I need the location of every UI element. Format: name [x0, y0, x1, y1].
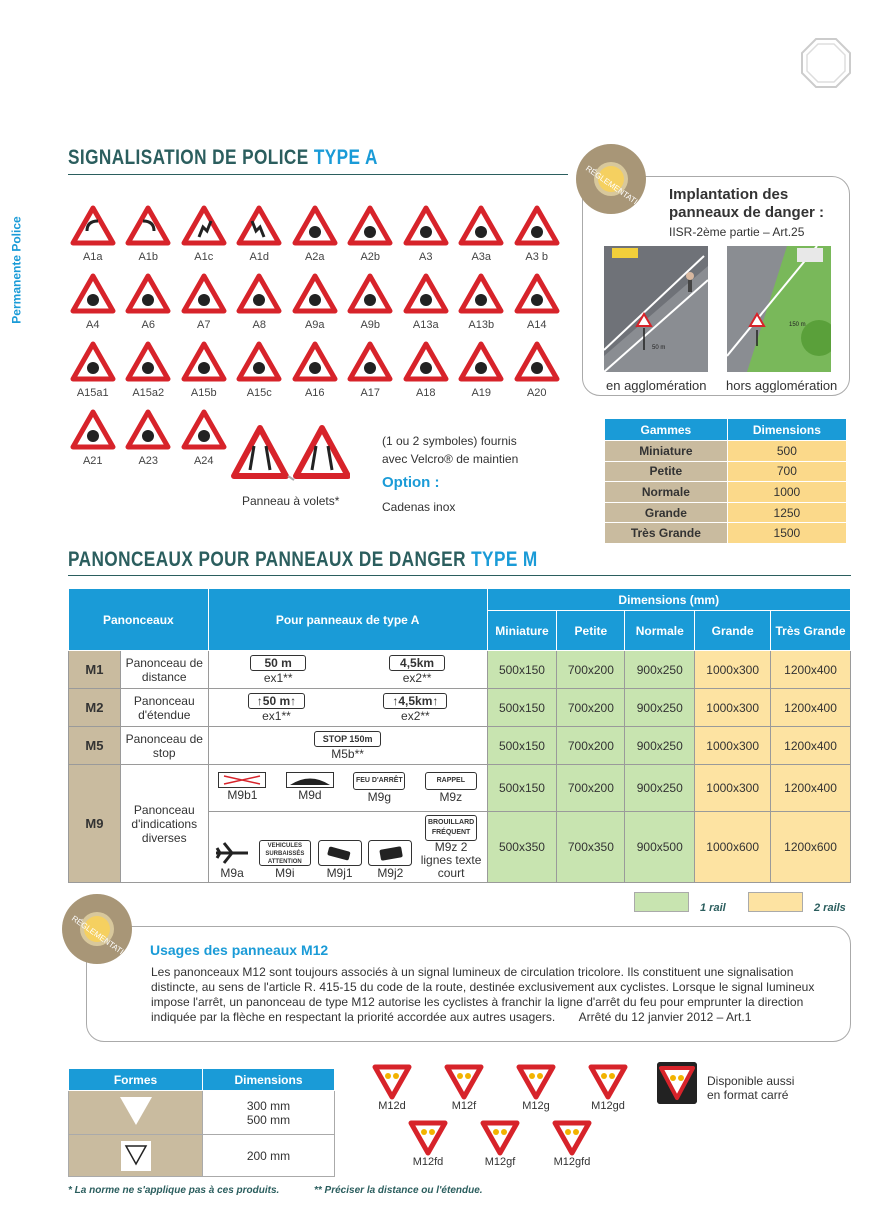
dim-cell: 700x350 [557, 812, 625, 883]
section-a-title-accent: TYPE A [313, 146, 378, 169]
panonceau-sign-text: 50 m [262, 693, 291, 708]
sign-code: A19 [471, 387, 492, 399]
m12-sign-code: M12gd [591, 1100, 625, 1112]
m12-paragraph: Les panonceaux M12 sont toujours associés à un signal lumineux de circulation tricolore. Ils constituent une signalisation distincte, au sens de l'article R. 415-15 du code de la route, destinée exclusivement aux cyclistes. Lorsque le signal lumineux impose l'arrêt, un panonceau de type M12 autorise les cyclistes à franchir la ligne d'arrêt du feu pour emprunter la direction indiquée par la flèche en respectant la priorité accordée aux autres usagers. [151, 965, 815, 1024]
table-row [69, 727, 851, 765]
header-normale: Normale [625, 611, 695, 651]
panonceau-caption: M9i [275, 865, 295, 880]
formes-dimensions-header: Dimensions [203, 1069, 335, 1091]
truck-tilt-icon [368, 840, 412, 866]
sign-cell [398, 273, 454, 341]
sign-cell [65, 205, 121, 273]
formes-dim-cell [203, 1091, 335, 1135]
dim-cell: 500x150 [487, 727, 557, 765]
row-code: M1 [69, 651, 121, 689]
sign-cell [232, 341, 288, 409]
gammes-header-gammes: Gammes [605, 419, 728, 441]
dim-cell: 700x200 [557, 727, 625, 765]
inverted-triangle-outline-icon [124, 1144, 148, 1166]
dim-cell: 1000x600 [695, 812, 771, 883]
gamme-name: Très Grande [605, 523, 728, 544]
deer-icon [181, 341, 227, 383]
sign-cell [343, 205, 399, 273]
car-skid-icon [318, 840, 362, 866]
panonceau-caption: M9j1 [326, 865, 353, 880]
cyclist-triangle-icon [516, 1064, 556, 1100]
gamme-dim: 1000 [727, 482, 846, 503]
plane-icon [212, 840, 252, 866]
option-text: Cadenas inox [382, 500, 456, 514]
sign-cell [509, 341, 565, 409]
sign-cell [121, 205, 177, 273]
double-curve-icon [236, 205, 282, 247]
plane-icon [125, 409, 171, 451]
m12-usage-box [86, 926, 851, 1042]
sign-code: A1b [138, 251, 159, 263]
sign-code: A8 [252, 319, 266, 331]
sign-cell [121, 409, 177, 477]
brouillard-sign: BROUILLARD FRÉQUENT [425, 815, 477, 841]
movable-bridge-icon [125, 273, 171, 315]
m12-sign [578, 1064, 638, 1112]
formes-dim: 500 mm [246, 1112, 291, 1127]
cyclist-triangle-icon [588, 1064, 628, 1100]
table-row [605, 523, 847, 544]
row-desc: Panonceau de stop [120, 727, 208, 765]
implantation-title [669, 186, 824, 222]
dispo-line1: Disponible aussi [707, 1074, 795, 1088]
table-row [605, 441, 847, 462]
sign-cell [398, 205, 454, 273]
dim-cell: 700x200 [557, 689, 625, 727]
sign-code: A15c [246, 387, 272, 399]
children-icon [403, 273, 449, 315]
sign-code: A14 [526, 319, 547, 331]
panonceau-caption: ex2** [401, 708, 430, 723]
sign-cell [509, 205, 565, 273]
table-row [605, 482, 847, 503]
row-desc: Panonceau de distance [120, 651, 208, 689]
m12-sign-code: M12f [451, 1100, 477, 1112]
table-row [69, 651, 851, 689]
speed-bump-icon [286, 772, 334, 788]
sign-code: A24 [193, 455, 214, 467]
sign-code: A16 [304, 387, 325, 399]
panonceau-caption: M9z 2 lignes texte court [420, 839, 482, 880]
inverted-triangle-white-icon [118, 1095, 154, 1127]
road-narrows-icon [403, 205, 449, 247]
sign-code: A15a2 [132, 387, 165, 399]
m12-sign-code: M12gfd [553, 1156, 591, 1168]
header-pour-type-a: Pour panneaux de type A [208, 589, 487, 651]
side-tab [4, 205, 30, 335]
dim-cell: 1200x400 [771, 727, 851, 765]
sign-code: A23 [138, 455, 159, 467]
sign-code: A3a [471, 251, 492, 263]
reglementation-badge-label: RÉGLEMENTATION [584, 163, 650, 214]
cow-icon [70, 341, 116, 383]
row-signs [208, 651, 487, 689]
m12-title: Usages des panneaux M12 [150, 942, 329, 958]
sign-code: A21 [82, 455, 103, 467]
panonceau-caption: M9d [298, 788, 322, 802]
arrow-up-icon: ↑ [290, 693, 297, 708]
formes-header: Formes [69, 1069, 203, 1091]
level-crossing-barrier-icon [181, 273, 227, 315]
panonceau-sign: 50 m [250, 655, 306, 671]
dim-cell: 500x150 [487, 689, 557, 727]
sign-code: A6 [141, 319, 155, 331]
table-row [605, 461, 847, 482]
row-code: M2 [69, 689, 121, 727]
sign-cell [65, 409, 121, 477]
velcro-note [382, 432, 518, 468]
row-code: M5 [69, 727, 121, 765]
quayside-icon [514, 341, 560, 383]
formes-dim-cell [203, 1135, 335, 1177]
volets-label: Panneau à volets* [242, 494, 340, 508]
table-row [69, 689, 851, 727]
tram-icon [347, 273, 393, 315]
sign-code: A7 [197, 319, 211, 331]
gamme-name: Petite [605, 461, 728, 482]
section-m-title [68, 548, 538, 572]
caption-agglomeration: en agglomération [606, 378, 707, 393]
formes-dim: 300 mm [246, 1098, 291, 1113]
option-title: Option : [382, 474, 440, 491]
volets-panel [230, 424, 360, 508]
m12-sign-code: M12gf [484, 1156, 516, 1168]
panonceau-sign: STOP 150m [314, 731, 382, 747]
table-row [69, 1135, 335, 1177]
sign-code: A9a [304, 319, 325, 331]
sign-code: A15a1 [76, 387, 109, 399]
panonceau-caption: M9g [367, 790, 391, 804]
sign-cell [176, 273, 232, 341]
sign-code: A15b [190, 387, 217, 399]
cyclist-triangle-icon [552, 1120, 592, 1156]
dim-cell: 900x250 [625, 651, 695, 689]
formes-table [68, 1068, 335, 1177]
square-format-sign-icon [657, 1062, 697, 1104]
sign-row [65, 341, 565, 409]
m12-sign [398, 1120, 458, 1168]
sign-code: A1a [82, 251, 103, 263]
sign-cell [287, 341, 343, 409]
sign-code: A1d [249, 251, 270, 263]
dim-cell: 1000x300 [695, 689, 771, 727]
cyclist-triangle-icon [372, 1064, 412, 1100]
panonceaux-table [68, 588, 851, 883]
dim-cell: 1000x300 [695, 651, 771, 689]
m12-sign [470, 1120, 530, 1168]
formes-dim: 200 mm [246, 1148, 291, 1163]
panonceau-caption: ex1** [263, 670, 293, 685]
header-miniature: Miniature [487, 611, 557, 651]
cyclist-icon [70, 409, 116, 451]
rider-icon [236, 341, 282, 383]
header-grande: Grande [695, 611, 771, 651]
sign-row [65, 273, 565, 341]
m12-text [151, 965, 841, 1025]
section-m-title-accent: TYPE M [471, 548, 538, 571]
section-a-title [68, 146, 378, 170]
tram-icon [292, 273, 338, 315]
photo-hors-agglomeration [727, 246, 831, 372]
photo-agglomeration [604, 246, 708, 372]
sign-cell [509, 273, 565, 341]
row-desc: Panonceau d'indications diverses [120, 765, 208, 883]
legend-yellow-swatch [748, 892, 803, 912]
panonceau-caption: ex1** [262, 708, 291, 723]
gammes-header-dimensions: Dimensions [727, 419, 846, 441]
section-m-title-main: PANONCEAUX POUR PANNEAUX DE DANGER [68, 548, 472, 571]
dim-cell: 1200x600 [771, 812, 851, 883]
legend-2-rails: 2 rails [814, 902, 846, 914]
section-a-title-main: SIGNALISATION DE POLICE [68, 146, 314, 169]
sign-row [65, 205, 565, 273]
sign-cell [176, 409, 232, 477]
caption-hors-agglomeration: hors agglomération [726, 378, 838, 393]
m12-sign [362, 1064, 422, 1112]
m12-sign-code: M12g [522, 1100, 550, 1112]
sign-cell [343, 273, 399, 341]
sign-code: A2b [360, 251, 381, 263]
road-narrows-right-icon [514, 205, 560, 247]
panonceau-caption: M9z [439, 790, 463, 804]
dim-cell: 1000x300 [695, 765, 771, 812]
legend-1-rail: 1 rail [700, 902, 726, 914]
reglementation-badge-2 [62, 894, 136, 964]
implantation-subtitle: IISR-2ème partie – Art.25 [669, 225, 805, 239]
implantation-title-line1: Implantation des [669, 186, 789, 203]
sign-cell [287, 205, 343, 273]
dim-cell: 500x150 [487, 765, 557, 812]
sign-cell [232, 273, 288, 341]
sign-cell [176, 341, 232, 409]
curve-left-icon [70, 205, 116, 247]
curve-right-icon [125, 205, 171, 247]
sign-cell [287, 273, 343, 341]
sign-cell [65, 341, 121, 409]
road-narrows-left-icon [458, 205, 504, 247]
dim-cell: 900x250 [625, 765, 695, 812]
panonceau-caption: M9a [220, 865, 244, 880]
arrow-up-icon: ↑ [432, 693, 439, 708]
gamme-dim: 1250 [727, 502, 846, 523]
traffic-light-icon [347, 341, 393, 383]
dispo-line2: en format carré [707, 1088, 789, 1102]
sign-code: A18 [415, 387, 436, 399]
dim-cell: 1200x400 [771, 689, 851, 727]
gamme-name: Grande [605, 502, 728, 523]
sign-code: A3 [419, 251, 433, 263]
header-panonceaux: Panonceaux [69, 589, 209, 651]
footnote-2: ** Préciser la distance ou l'étendue. [314, 1185, 483, 1196]
rappel-sign: RAPPEL [425, 772, 477, 790]
panonceau-sign-text: 4,5km [398, 693, 433, 708]
dim-cell: 500x350 [487, 812, 557, 883]
gamme-name: Miniature [605, 441, 728, 462]
sign-code: A4 [86, 319, 100, 331]
sign-cell [121, 273, 177, 341]
wind-icon [181, 409, 227, 451]
dim-cell: 700x200 [557, 765, 625, 812]
photo1-distance: 50 m [652, 345, 666, 351]
vehicules-surbaisses-sign: VEHICULES SURBAISSÉS ATTENTION [259, 840, 311, 866]
gamme-dim: 1500 [727, 523, 846, 544]
sign-cell [454, 205, 510, 273]
reglementation-badge [576, 144, 650, 214]
gamme-dim: 500 [727, 441, 846, 462]
roadworks-icon [218, 772, 266, 788]
row-signs [208, 812, 487, 883]
section-m-rule [68, 575, 851, 576]
arrow-up-icon: ↑ [256, 693, 263, 708]
header-petite: Petite [557, 611, 625, 651]
table-row [605, 502, 847, 523]
m12-sign [434, 1064, 494, 1112]
shape-cell [69, 1091, 203, 1135]
arrow-up-icon: ↑ [392, 693, 399, 708]
sign-code: A13b [468, 319, 495, 331]
cyclist-triangle-icon [480, 1120, 520, 1156]
panonceau-sign: 4,5km [389, 655, 445, 671]
octagon-icon [800, 37, 852, 89]
dim-cell: 700x200 [557, 651, 625, 689]
sign-cell [343, 341, 399, 409]
dim-cell: 1000x300 [695, 727, 771, 765]
panonceau-caption: ex2** [402, 670, 432, 685]
train-icon [236, 273, 282, 315]
panonceau-caption: M9b1 [227, 788, 258, 802]
dim-cell: 1200x400 [771, 765, 851, 812]
feu-arret-sign: FEU D'ARRÊT [353, 772, 405, 790]
photo2-distance: 150 m [789, 322, 806, 328]
sign-cell [454, 273, 510, 341]
sign-code: A9b [360, 319, 381, 331]
hump-icon [347, 205, 393, 247]
velcro-note-line2: avec Velcro® de maintien [382, 452, 519, 466]
row-signs [208, 689, 487, 727]
bump-icon [292, 205, 338, 247]
sign-code: A1c [194, 251, 214, 263]
cyclist-triangle-icon [408, 1120, 448, 1156]
sign-code: A2a [304, 251, 325, 263]
gamme-name: Normale [605, 482, 728, 503]
legend-green-swatch [634, 892, 689, 912]
m12-sign [542, 1120, 602, 1168]
dim-cell: 500x150 [487, 651, 557, 689]
row-desc: Panonceau d'étendue [120, 689, 208, 727]
sign-code: A3 b [525, 251, 549, 263]
shape-cell [69, 1135, 203, 1177]
sign-cell [454, 341, 510, 409]
double-curve-icon [181, 205, 227, 247]
panonceau-sign [383, 693, 447, 709]
table-row [69, 765, 851, 812]
two-way-traffic-icon [403, 341, 449, 383]
reglementation-badge-2-label: RÉGLEMENTATION [70, 913, 136, 964]
steep-descent-icon [292, 341, 338, 383]
dim-cell: 900x250 [625, 689, 695, 727]
pedestrian-crossing-icon [458, 273, 504, 315]
section-a-rule [68, 174, 568, 175]
sign-cell [398, 341, 454, 409]
gamme-dim: 700 [727, 461, 846, 482]
row-code: M9 [69, 765, 121, 883]
sign-code: A20 [526, 387, 547, 399]
panonceau-caption: M9j2 [377, 865, 404, 880]
m12-reference: Arrêté du 12 janvier 2012 – Art.1 [578, 1010, 752, 1024]
m12-sign-code: M12fd [412, 1156, 444, 1168]
sign-code: A17 [360, 387, 381, 399]
volets-sign-icon [230, 424, 350, 484]
m12-sign-code: M12d [378, 1100, 406, 1112]
side-tab-label: Permanente Police [10, 216, 25, 324]
panonceau-caption: M5b** [331, 746, 364, 761]
sign-cell [176, 205, 232, 273]
slippery-road-icon [70, 273, 116, 315]
sign-cell [121, 341, 177, 409]
row-signs [208, 765, 487, 812]
dim-cell: 900x500 [625, 812, 695, 883]
gammes-table [604, 418, 847, 544]
implantation-title-line2: panneaux de danger : [669, 204, 825, 221]
panonceau-sign [248, 693, 305, 709]
footnote-1: * La norme ne s'applique pas à ces produits. [68, 1185, 280, 1196]
sign-cell [232, 205, 288, 273]
falling-rocks-icon [458, 341, 504, 383]
cyclist-triangle-icon [444, 1064, 484, 1100]
sheep-icon [125, 341, 171, 383]
sign-code: A13a [412, 319, 439, 331]
dim-cell: 1200x400 [771, 651, 851, 689]
m12-sign [506, 1064, 566, 1112]
dispo-note [707, 1074, 794, 1102]
sign-cell [65, 273, 121, 341]
header-dimensions: Dimensions (mm) [487, 589, 850, 611]
exclamation-icon [514, 273, 560, 315]
row-signs [208, 727, 487, 765]
velcro-note-line1: (1 ou 2 symboles) fournis [382, 434, 517, 448]
dim-cell: 900x250 [625, 727, 695, 765]
header-tres-grande: Très Grande [771, 611, 851, 651]
table-row [69, 1091, 335, 1135]
